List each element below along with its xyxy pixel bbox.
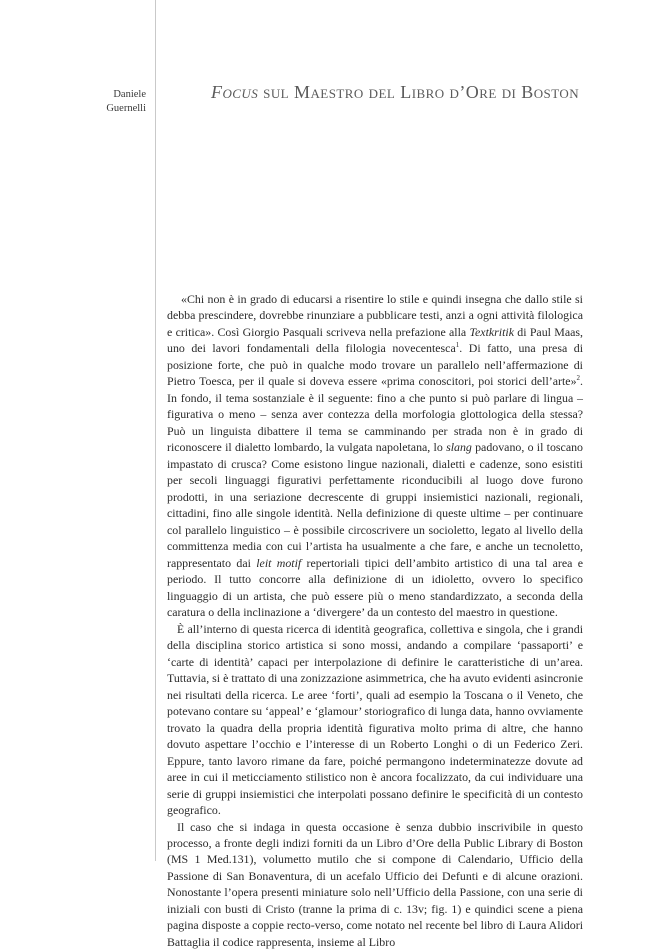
body-paragraph [167,621,583,819]
body-text [167,291,583,950]
text-run: È all’interno di questa ricerca di identità geografica, collettiva e singola, che i grandi della disciplina storico artistica si sono mossi, andando a compilare ‘passaporti’ e ‘carte di identità’ capaci per interpolazione di definire le caratteristiche di un’area. Tuttavia, si è trattato di una zonizzazione asimmetrica, che ha avuto evidenti asincronie nei risultati della ricerca. Le aree ‘forti’, quali ad esempio la Toscana o il Veneto, che potevano contare su ‘appeal’ e ‘glamour’ storiografico di lunga data, hanno ovviamente trovato la quadra della propria identità figurativa molto prima di altre, che hanno dovuto aspettare l’occhio e l’interesse di un Roberto Longhi o di un Federico Zeri. Eppure, tanto lavoro rimane da fare, poiché permangono indeterminatezze dovute ad aree in cui il meticciamento stilistico non è ancora focalizzato, da cui individuare una serie di gruppi insiemistici che interpolati possano definire le specificità di un contesto geografico. [167,622,583,817]
text-run: Il caso che si indaga in questa occasione è senza dubbio inscrivibile in questo processo, a fronte degli indizi forniti da un Libro d’Ore della Public Library di Boston (MS 1 Med.131), volumetto mutilo che si compone di Calendario, Ufficio della Passione di San Bonaventura, di un acefalo Ufficio dei Defunti e di alcune orazioni. Nonostante l’opera presenti miniature solo nell’Ufficio della Passione, con una serie di iniziali con busti di Cristo (tranne la prima di c. 13v; fig. 1) e quindici scene a piena pagina disposte a coppie recto-verso, come notato nel recente bel libro di Laura Alidori Battaglia il codice rappresenta, insieme al Libro [167,820,583,949]
author-first-name: Daniele [106,88,146,102]
author-last-name: Guernelli [106,102,146,116]
text-run: padovano, o il toscano impastato di crusca? Come esistono lingue nazionali, dialetti e cadenze, sono esistiti per secoli linguaggi figurativi perfettamente riconducibili al luogo dove furono prodotti, in una seriazione decrescente di gruppi insiemistici nazionali, regionali, cittadini, fino alle singole identità. Nella definizione di queste ultime – per continuare col parallelo linguistico – è possibile circoscrivere un socioletto, legato al livello della committenza media con cui l’artista ha usualmente a che fare, e anche un tecnoletto, rappresentato dai [167,440,583,569]
italic-text: leit motif [256,556,301,570]
text-run: repertoriali tipici dell’ambito artistico di una tal area e periodo. Il tutto concorre alla definizione di un idioletto, ovvero lo specifico linguaggio di un artista, che può essere più o meno standardizzato, a seconda della caratura o della inclinazione a ‘divergere’ da un contesto del maestro in questione. [167,556,583,619]
text-run: «Chi non è in grado di educarsi a risentire lo stile e quindi insegna che dallo stile si debba prescindere, dovrebbe rinunziare a pubblicare testi, anzi a ogni attività filologica e critica». Così Giorgio Pasquali scriveva nella prefazione alla [167,292,583,339]
chapter-title [211,82,579,103]
text-run: . In fondo, il tema sostanziale è il seguente: fino a che punto si può parlare di lingua – figurativa o meno – senza aver contezza della morfologia glottologica della stessa? Può un linguista dibattere il tema se camminando per strada non è in grado di riconoscere il dialetto lombardo, la vulgata napoletana, lo [167,374,583,454]
footnote-ref: 2 [577,374,581,382]
text-run: . Di fatto, una presa di posizione forte, che può in qualche modo trovare un parallelo nell’affermazione di Pietro Toesca, per il quale si doveva essere «prima conoscitori, poi storici dell’arte» [167,341,583,388]
body-paragraph [167,819,583,950]
body-paragraph [167,291,583,621]
chapter-title-italic: Focus [211,82,258,102]
text-run: di Paul Maas, uno dei lavori fondamentali della filologia novecentesca [167,325,583,355]
margin-rule [155,0,156,861]
author-name [106,88,146,116]
italic-text: Textkritik [470,325,514,339]
chapter-title-rest: sul Maestro del Libro d’Ore di Boston [258,82,579,102]
italic-text: slang [446,440,472,454]
footnote-ref: 1 [456,341,460,349]
